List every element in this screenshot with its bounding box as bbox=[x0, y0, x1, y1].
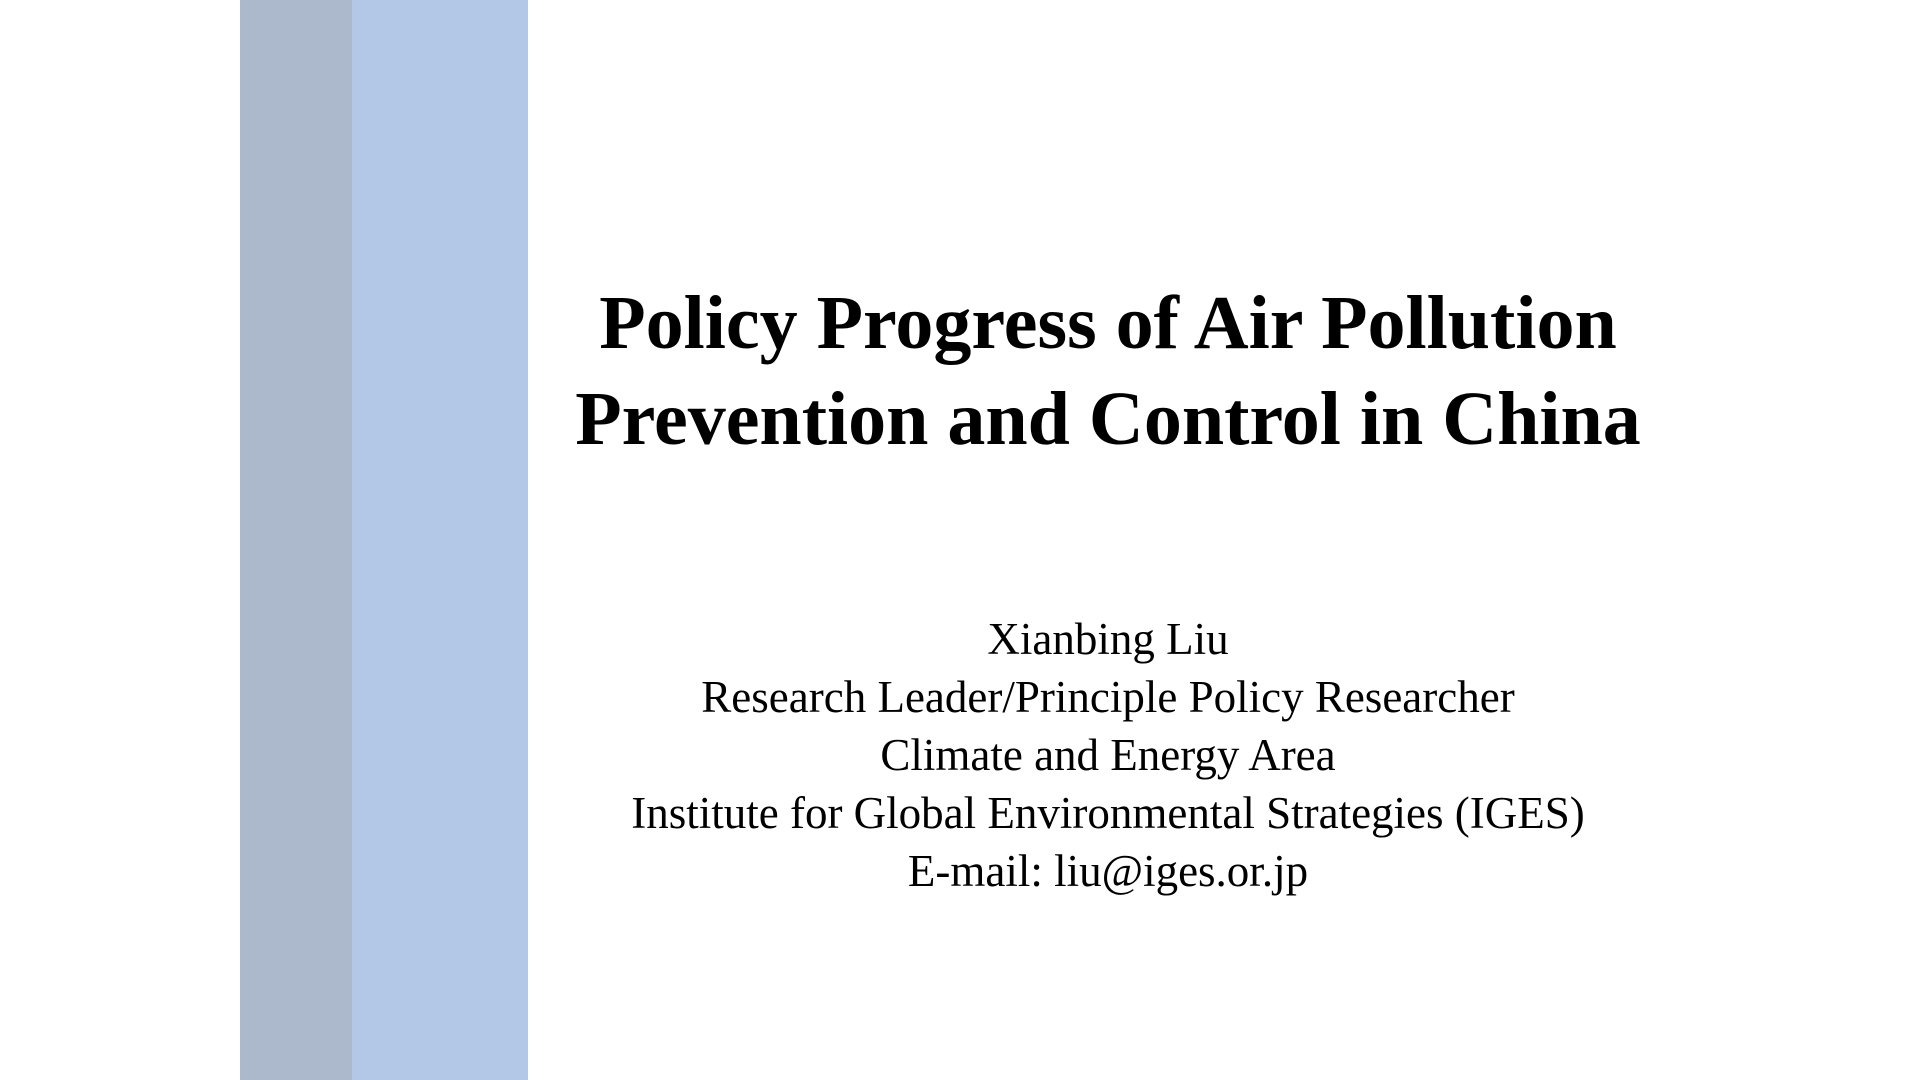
slide-title bbox=[528, 275, 1688, 467]
author-position: Research Leader/Principle Policy Researcher bbox=[701, 672, 1515, 722]
author-block bbox=[528, 610, 1688, 900]
decorative-stripe-dark bbox=[240, 0, 352, 1080]
author-area: Climate and Energy Area bbox=[880, 730, 1336, 780]
title-line-1: Policy Progress of Air Pollution bbox=[599, 281, 1617, 365]
author-email[interactable]: E-mail: liu@iges.or.jp bbox=[907, 846, 1309, 896]
author-name: Xianbing Liu bbox=[987, 614, 1229, 664]
author-institute: Institute for Global Environmental Strategies (IGES) bbox=[631, 788, 1585, 838]
decorative-stripe-light bbox=[352, 0, 528, 1080]
title-line-2: Prevention and Control in China bbox=[575, 377, 1641, 461]
